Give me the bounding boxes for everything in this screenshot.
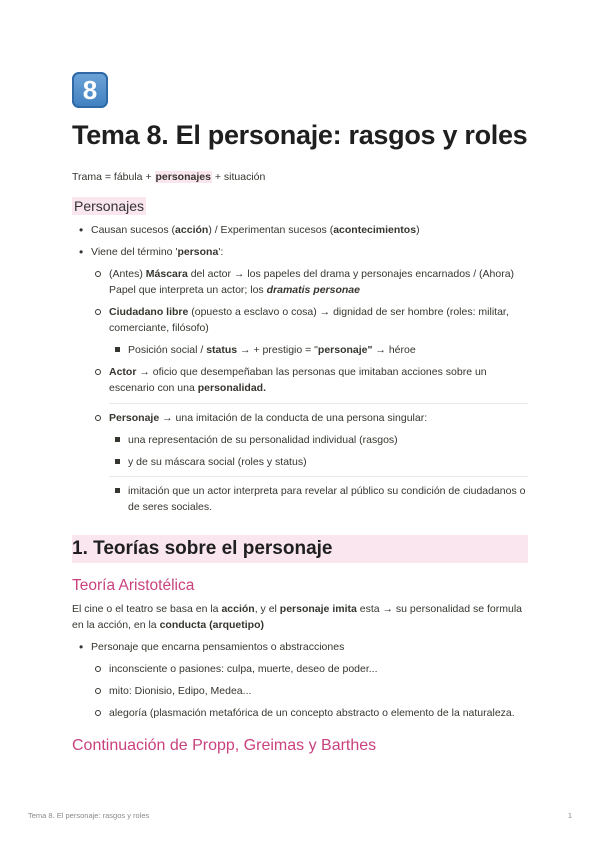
personaje-sublist bbox=[72, 483, 528, 515]
section-heading-teorias: 1. Teorías sobre el personaje bbox=[72, 535, 528, 563]
list-item: Actor → oficio que desempeñaban las personas que imitaban acciones sobre un escenario con una personalidad. bbox=[109, 364, 528, 396]
aristotelica-list bbox=[72, 639, 528, 721]
list-item: • Viene del término 'persona': (Antes) Máscara del actor → los papeles del drama y personajes encarnados / (Ahora) Papel que interpreta un actor; los dramatis personae Ciudadano libre (opuesto a esclavo o cosa) → dignidad de ser hombre (roles: militar, comerciante, filósofo) Posición social / status → + prestigio = "personaje" → héroe Actor → oficio que desempeñaban las personas que imitaban acciones sobre un escenario con una personalidad. bbox=[91, 244, 528, 396]
text: Trama = fábula + bbox=[72, 171, 155, 183]
list-item: Posición social / status → + prestigio = "personaje" → héroe bbox=[128, 342, 528, 358]
list-item: (Antes) Máscara del actor → los papeles del drama y personajes encarnados / (Ahora) Papel que interpreta un actor; los dramatis personae bbox=[109, 266, 528, 298]
list-item: inconsciente o pasiones: culpa, muerte, deseo de poder... bbox=[109, 661, 528, 677]
keycap-8-icon: 8 bbox=[72, 72, 108, 108]
aristotelica-paragraph: El cine o el teatro se basa en la acción, y el personaje imita esta → su personalidad se formula en la acción, en la conducta (arquetipo) bbox=[72, 603, 522, 631]
list-item: una representación de su personalidad individual (rasgos) bbox=[128, 432, 528, 448]
aristotelica-heading: Teoría Aristotélica bbox=[72, 577, 195, 594]
personajes-list bbox=[72, 222, 528, 396]
list-item: imitación que un actor interpreta para revelar al público su condición de ciudadanos o de seres sociales. bbox=[128, 483, 528, 515]
list-item: Personaje → una imitación de la conducta de una persona singular: una representación de su personalidad individual (rasgos) y de su máscara social (roles y status) bbox=[109, 410, 528, 470]
document-page bbox=[72, 72, 528, 755]
page-title: Tema 8. El personaje: rasgos y roles bbox=[72, 120, 528, 150]
list-item: alegoría (plasmación metafórica de un concepto abstracto o elemento de la naturaleza. bbox=[109, 705, 528, 721]
divider bbox=[109, 403, 528, 404]
list-item: mito: Dionisio, Edipo, Medea... bbox=[109, 683, 528, 699]
personaje-list bbox=[72, 410, 528, 470]
list-item: Ciudadano libre (opuesto a esclavo o cosa) → dignidad de ser hombre (roles: militar, comerciante, filósofo) Posición social / status → + prestigio = "personaje" → héroe bbox=[109, 304, 528, 358]
trama-line bbox=[72, 169, 528, 185]
list-item: • Causan sucesos (acción) / Experimentan sucesos (acontecimientos) bbox=[91, 222, 528, 238]
page-number: 1 bbox=[567, 811, 572, 820]
divider bbox=[109, 476, 528, 477]
highlight: personajes bbox=[155, 171, 211, 183]
text: + situación bbox=[211, 171, 266, 183]
list-item: y de su máscara social (roles y status) bbox=[128, 454, 528, 470]
personajes-heading: Personajes bbox=[74, 198, 145, 214]
list-item: • Personaje que encarna pensamientos o abstracciones inconsciente o pasiones: culpa, muerte, deseo de poder... mito: Dionisio, Edipo, Medea... alegoría (plasmación metafórica de un concepto abstracto o elemento de la naturaleza. bbox=[91, 639, 528, 721]
page-footer bbox=[28, 811, 572, 820]
propp-heading: Continuación de Propp, Greimas y Barthes bbox=[72, 737, 377, 754]
footer-title: Tema 8. El personaje: rasgos y roles bbox=[28, 811, 150, 820]
